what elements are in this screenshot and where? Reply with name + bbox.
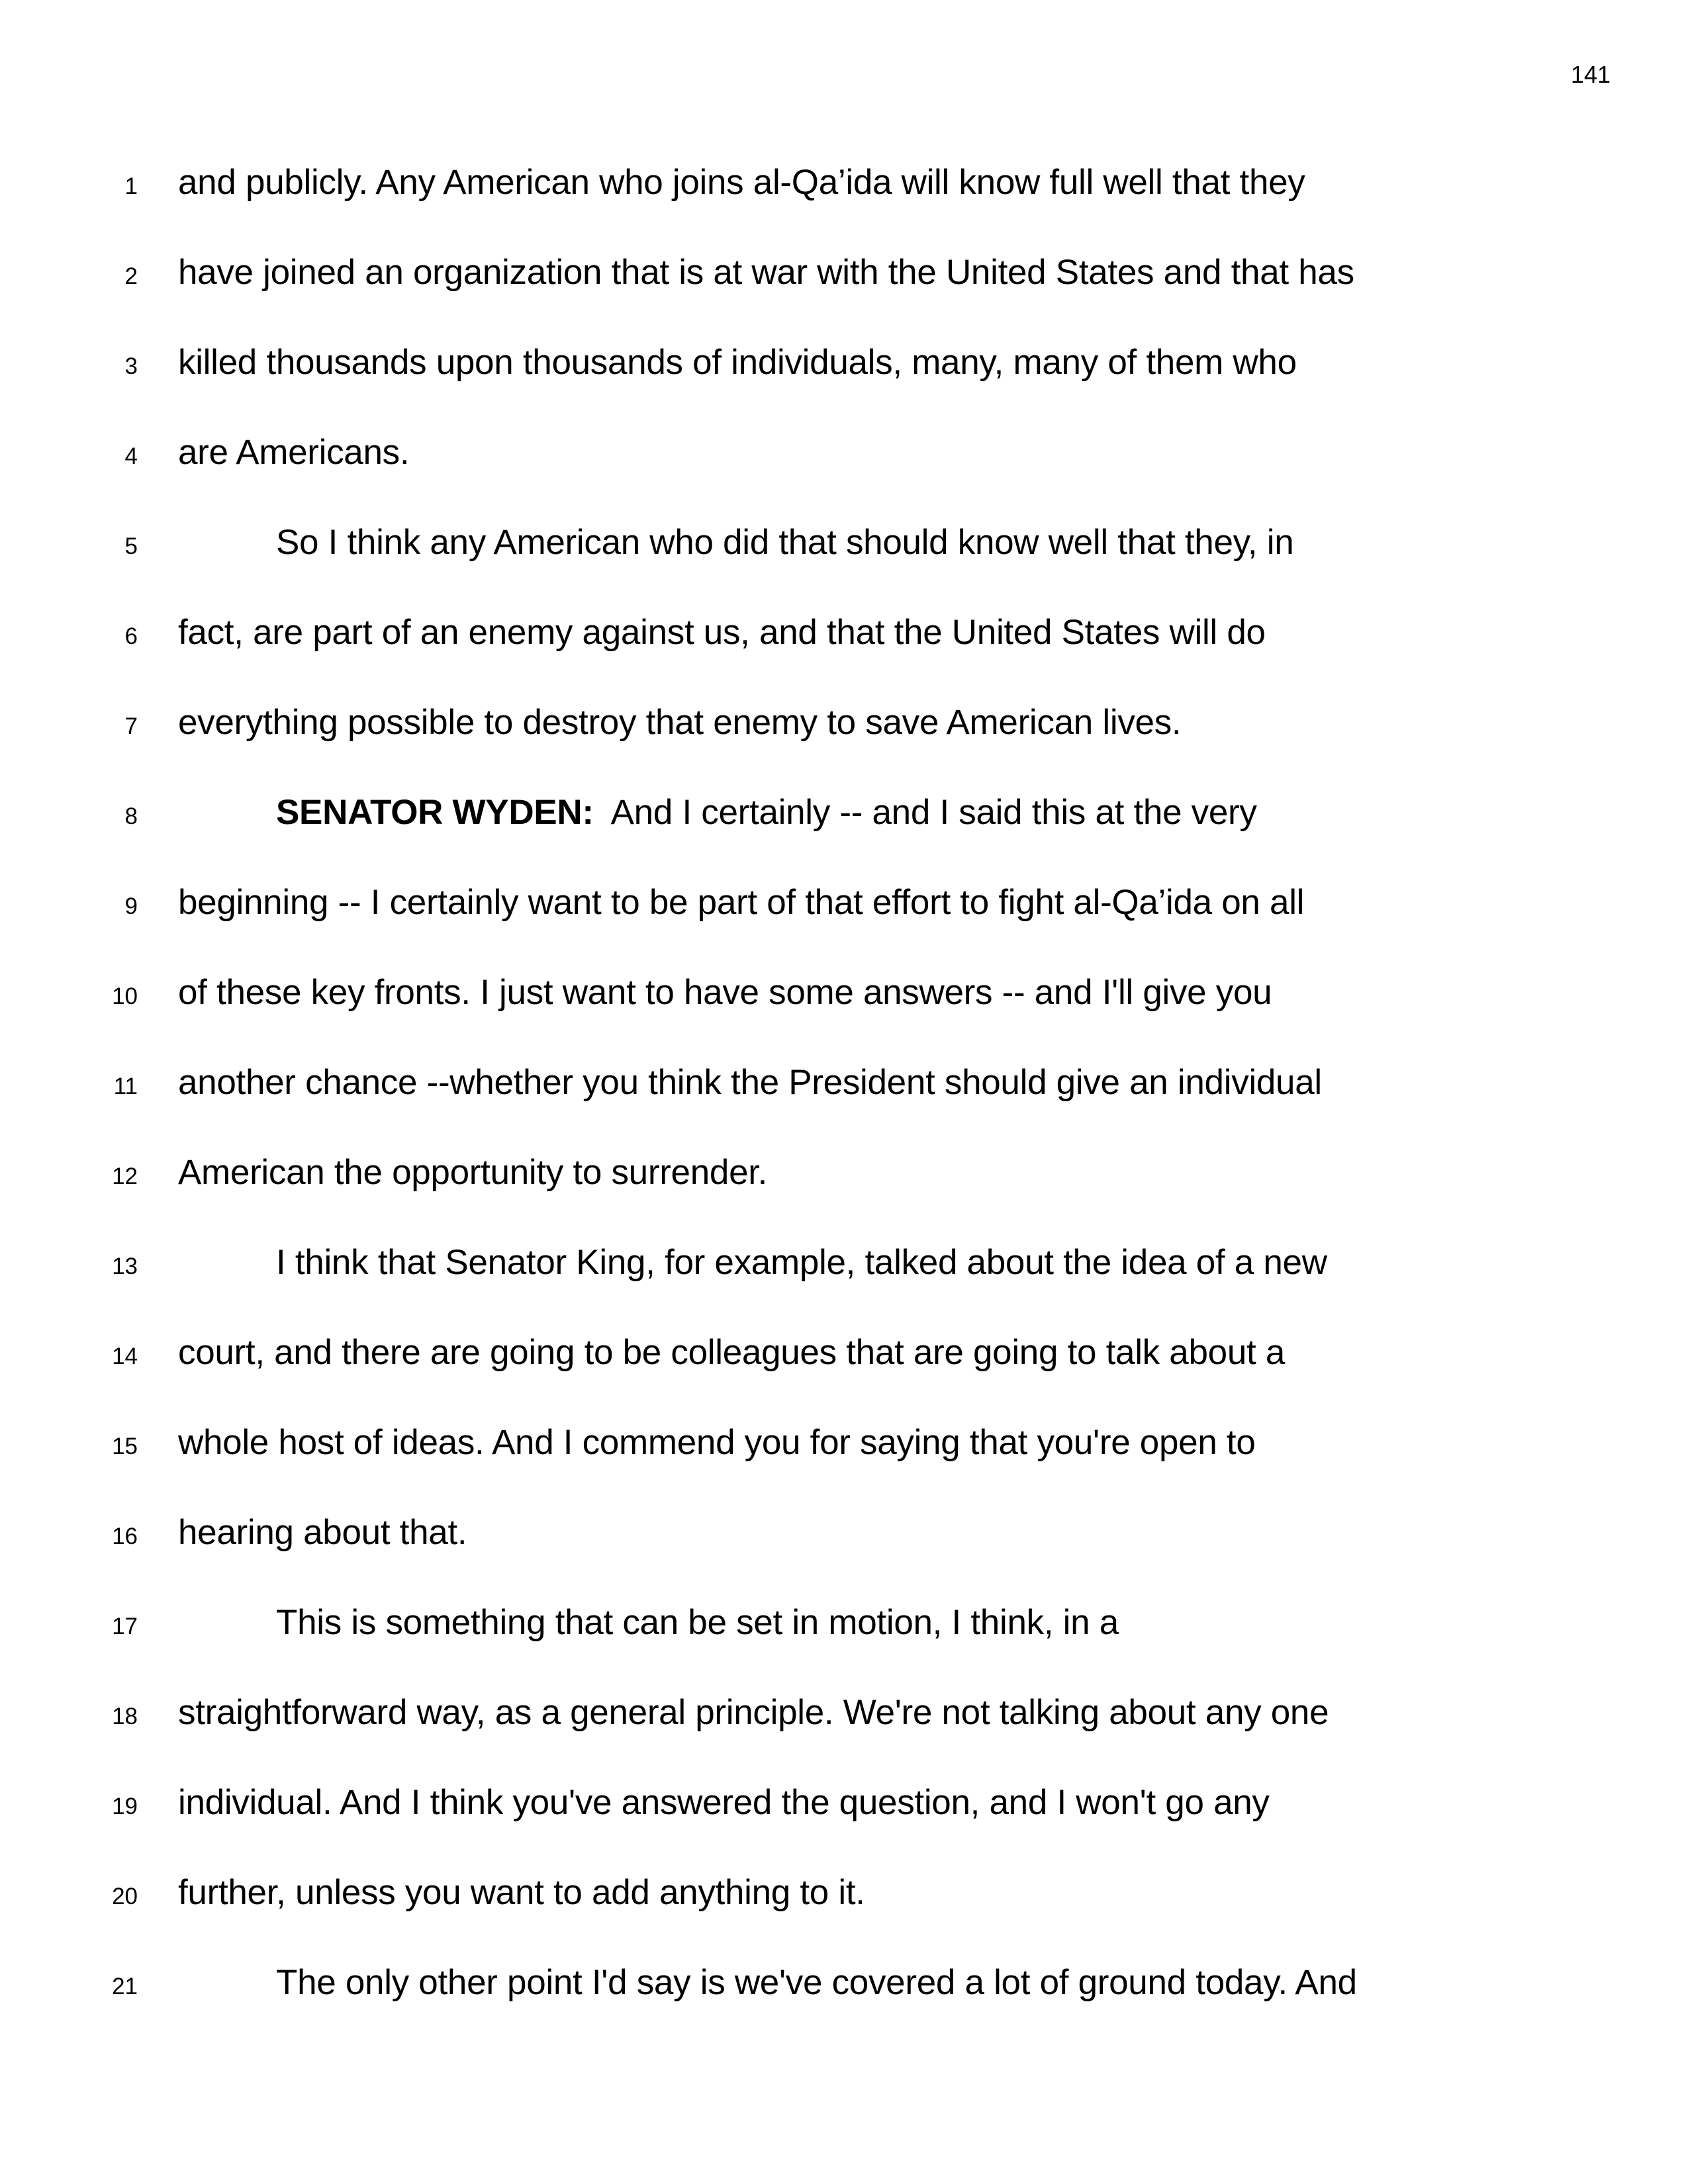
line-number: 16 — [112, 1524, 138, 1549]
transcript-line — [0, 1730, 1688, 1820]
transcript-line — [0, 1280, 1688, 1370]
line-text: of these key fronts. I just want to have some answers -- and I'll give you — [178, 973, 1272, 1012]
line-text: are Americans. — [178, 433, 410, 472]
line-number: 10 — [112, 983, 138, 1009]
line-number: 14 — [112, 1343, 138, 1369]
line-number: 6 — [124, 623, 138, 649]
line-number: 11 — [113, 1073, 138, 1099]
line-text: killed thousands upon thousands of individuals, many, many of them who — [178, 343, 1297, 382]
line-text: and publicly. Any American who joins al-Qa’ida will know full well that they — [178, 163, 1305, 202]
line-text: beginning -- I certainly want to be part of that effort to fight al-Qa’ida on all — [178, 883, 1305, 922]
line-text: hearing about that. — [178, 1513, 467, 1552]
transcript-line — [0, 200, 1688, 290]
speech-text: And I certainly -- and I said this at the very — [593, 793, 1257, 832]
line-text: have joined an organization that is at war with the United States and that has — [178, 253, 1354, 292]
transcript-line — [0, 470, 1688, 560]
line-number: 13 — [112, 1253, 138, 1279]
line-number: 9 — [124, 893, 138, 919]
line-number: 3 — [124, 353, 138, 379]
line-text: The only other point I'd say is we've covered a lot of ground today. And — [276, 1963, 1357, 2002]
transcript-line — [0, 1910, 1688, 2000]
transcript-line — [0, 830, 1688, 920]
transcript-line — [0, 1550, 1688, 1640]
line-text: individual. And I think you've answered the question, and I won't go any — [178, 1783, 1270, 1822]
line-number: 7 — [124, 713, 138, 739]
line-number: 21 — [112, 1974, 138, 1999]
line-text: court, and there are going to be colleagues that are going to talk about a — [178, 1333, 1286, 1372]
transcript-line — [0, 920, 1688, 1010]
line-text: another chance --whether you think the President should give an individual — [178, 1063, 1322, 1102]
page-number: 141 — [1570, 61, 1611, 88]
line-number: 18 — [112, 1704, 138, 1729]
line-number: 5 — [124, 533, 138, 559]
line-text: So I think any American who did that should know well that they, in — [276, 523, 1294, 562]
speaker-name: SENATOR WYDEN: — [276, 793, 594, 832]
transcript-line — [0, 1640, 1688, 1730]
transcript-line — [0, 1820, 1688, 1910]
line-text: everything possible to destroy that enemy to save American lives. — [178, 703, 1182, 742]
line-text: American the opportunity to surrender. — [178, 1153, 768, 1192]
transcript-line — [0, 1190, 1688, 1280]
transcript-line — [0, 1460, 1688, 1550]
line-number: 4 — [124, 443, 138, 469]
transcript-line — [0, 1010, 1688, 1100]
line-text: This is something that can be set in motion, I think, in a — [276, 1603, 1119, 1642]
line-number: 17 — [112, 1614, 138, 1639]
line-number: 15 — [112, 1433, 138, 1459]
line-text: straightforward way, as a general principle. We're not talking about any one — [178, 1693, 1329, 1732]
line-text: further, unless you want to add anything to it. — [178, 1873, 865, 1912]
line-text: fact, are part of an enemy against us, and that the United States will do — [178, 613, 1266, 652]
transcript-line — [0, 380, 1688, 470]
line-text: whole host of ideas. And I commend you for saying that you're open to — [178, 1423, 1256, 1462]
line-number: 19 — [112, 1794, 138, 1819]
line-number: 1 — [124, 173, 138, 199]
line-number: 12 — [112, 1163, 138, 1189]
transcript-line — [0, 740, 1688, 830]
transcript-line — [0, 1100, 1688, 1190]
transcript-line — [0, 1370, 1688, 1460]
line-number: 2 — [124, 263, 138, 289]
line-number: 8 — [124, 803, 138, 829]
line-text — [276, 793, 1257, 833]
transcript-line — [0, 290, 1688, 380]
line-text: I think that Senator King, for example, talked about the idea of a new — [276, 1243, 1327, 1282]
transcript-line — [0, 110, 1688, 200]
transcript-line — [0, 650, 1688, 740]
line-number: 20 — [112, 1884, 138, 1909]
transcript-line — [0, 560, 1688, 650]
